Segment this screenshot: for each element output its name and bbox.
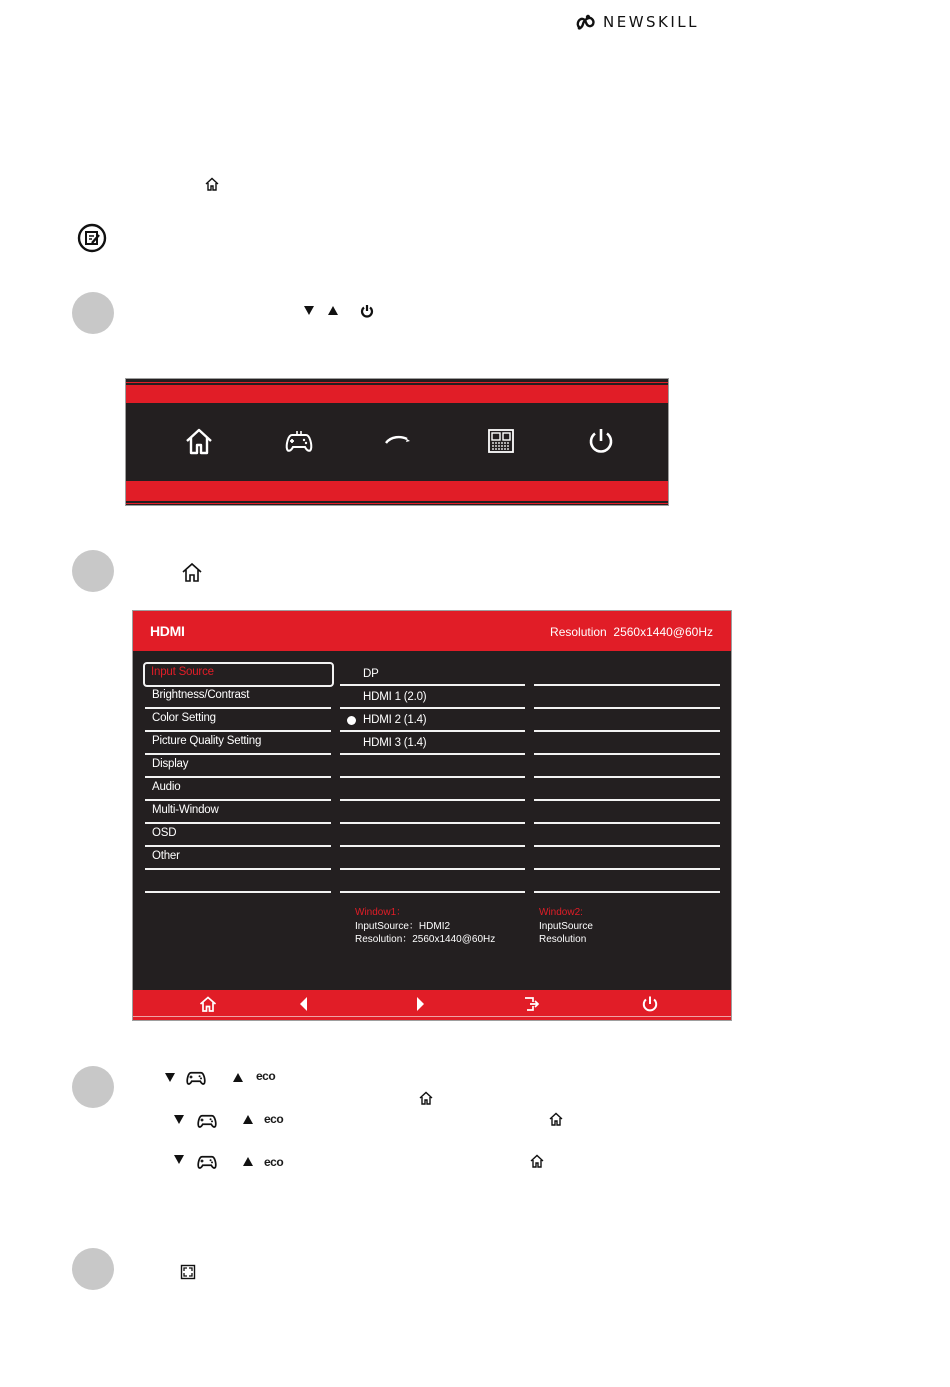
option-hdmi3[interactable]: HDMI 3 (1.4) (363, 737, 427, 749)
osd-resolution (550, 625, 713, 639)
option-hdmi1[interactable]: HDMI 1 (2.0) (363, 691, 427, 703)
display-mode-icon[interactable] (486, 426, 516, 456)
monitor-button-bar (125, 378, 669, 506)
fullscreen-icon (180, 1264, 196, 1280)
step-2-marker (72, 550, 114, 592)
window2-info (539, 906, 593, 947)
triangle-down-icon (173, 1114, 185, 1125)
arrow-icon[interactable] (383, 426, 413, 456)
option-divider (340, 799, 525, 801)
step-4-marker (72, 1248, 114, 1290)
eco-icon: eco (264, 1155, 284, 1169)
triangle-down-icon (173, 1154, 185, 1165)
step-3-marker (72, 1066, 114, 1108)
gamepad-icon (185, 1067, 207, 1087)
option-dp[interactable]: DP (363, 668, 379, 680)
triangle-up-icon (242, 1156, 254, 1167)
menu-item-picture-quality[interactable]: Picture Quality Setting (145, 732, 331, 752)
menu-item-display[interactable]: Display (145, 755, 331, 775)
eco-icon: eco (256, 1069, 276, 1083)
menu-item-input-source[interactable]: Input Source (143, 662, 334, 687)
osd-footer (133, 990, 731, 1020)
window1-info (355, 906, 495, 947)
window1-resolution: Resolution：2560x1440@60Hz (355, 934, 496, 945)
option-divider (340, 707, 525, 709)
option-divider (340, 891, 525, 893)
home-icon (418, 1090, 434, 1106)
option-divider (340, 845, 525, 847)
value-divider (534, 776, 720, 778)
home-icon (204, 176, 220, 192)
home-icon (181, 561, 203, 583)
step-1-marker (72, 292, 114, 334)
gamepad-icon (196, 1110, 218, 1130)
option-divider (340, 776, 525, 778)
brand-name: NEWSKILL (603, 13, 700, 31)
value-divider (534, 753, 720, 755)
menu-item-audio[interactable]: Audio (145, 778, 331, 798)
window2-input-source: InputSource (539, 920, 593, 932)
option-divider (340, 822, 525, 824)
home-icon[interactable] (184, 426, 214, 456)
newskill-logo-icon (575, 11, 597, 33)
window2-resolution: Resolution (539, 934, 587, 945)
menu-item-other[interactable]: Other (145, 847, 331, 867)
value-divider (534, 822, 720, 824)
option-divider (340, 730, 525, 732)
value-divider (534, 684, 720, 686)
triangle-down-icon (303, 305, 315, 316)
osd-title: HDMI (150, 623, 185, 639)
home-icon (529, 1153, 545, 1169)
menu-item-color-setting[interactable]: Color Setting (145, 709, 331, 729)
triangle-up-icon (232, 1072, 244, 1083)
window1-title: Window1： (355, 907, 407, 918)
triangle-up-icon (242, 1114, 254, 1125)
power-icon (360, 304, 374, 318)
value-divider (534, 868, 720, 870)
value-divider (534, 707, 720, 709)
osd-menu (132, 610, 732, 1021)
menu-divider (145, 891, 331, 893)
resolution-label: Resolution (550, 625, 607, 639)
power-icon[interactable] (586, 426, 616, 456)
gamepad-icon (196, 1151, 218, 1171)
power-icon[interactable] (641, 995, 659, 1013)
brand-logo (575, 8, 699, 36)
option-divider (340, 868, 525, 870)
value-divider (534, 799, 720, 801)
note-icon (77, 223, 107, 253)
home-icon[interactable] (199, 995, 217, 1013)
triangle-up-icon (327, 305, 339, 316)
option-hdmi2[interactable]: HDMI 2 (1.4) (363, 714, 427, 726)
home-icon (548, 1111, 564, 1127)
option-divider (340, 753, 525, 755)
menu-item-osd[interactable]: OSD (145, 824, 331, 844)
osd-header (133, 611, 731, 651)
value-divider (534, 845, 720, 847)
eco-icon: eco (264, 1112, 284, 1126)
left-arrow-icon[interactable] (295, 995, 313, 1013)
window1-input-source: InputSource：HDMI2 (355, 920, 451, 932)
triangle-down-icon (164, 1072, 176, 1083)
selected-indicator-icon (347, 716, 356, 725)
menu-item-multi-window[interactable]: Multi-Window (145, 801, 331, 821)
exit-icon[interactable] (523, 995, 541, 1013)
gamepad-icon[interactable] (284, 426, 314, 456)
window2-title: Window2: (539, 907, 583, 918)
value-divider (534, 730, 720, 732)
menu-item-brightness-contrast[interactable]: Brightness/Contrast (145, 686, 331, 706)
resolution-value: 2560x1440@60Hz (613, 625, 713, 639)
option-divider (340, 684, 525, 686)
value-divider (534, 891, 720, 893)
right-arrow-icon[interactable] (411, 995, 429, 1013)
